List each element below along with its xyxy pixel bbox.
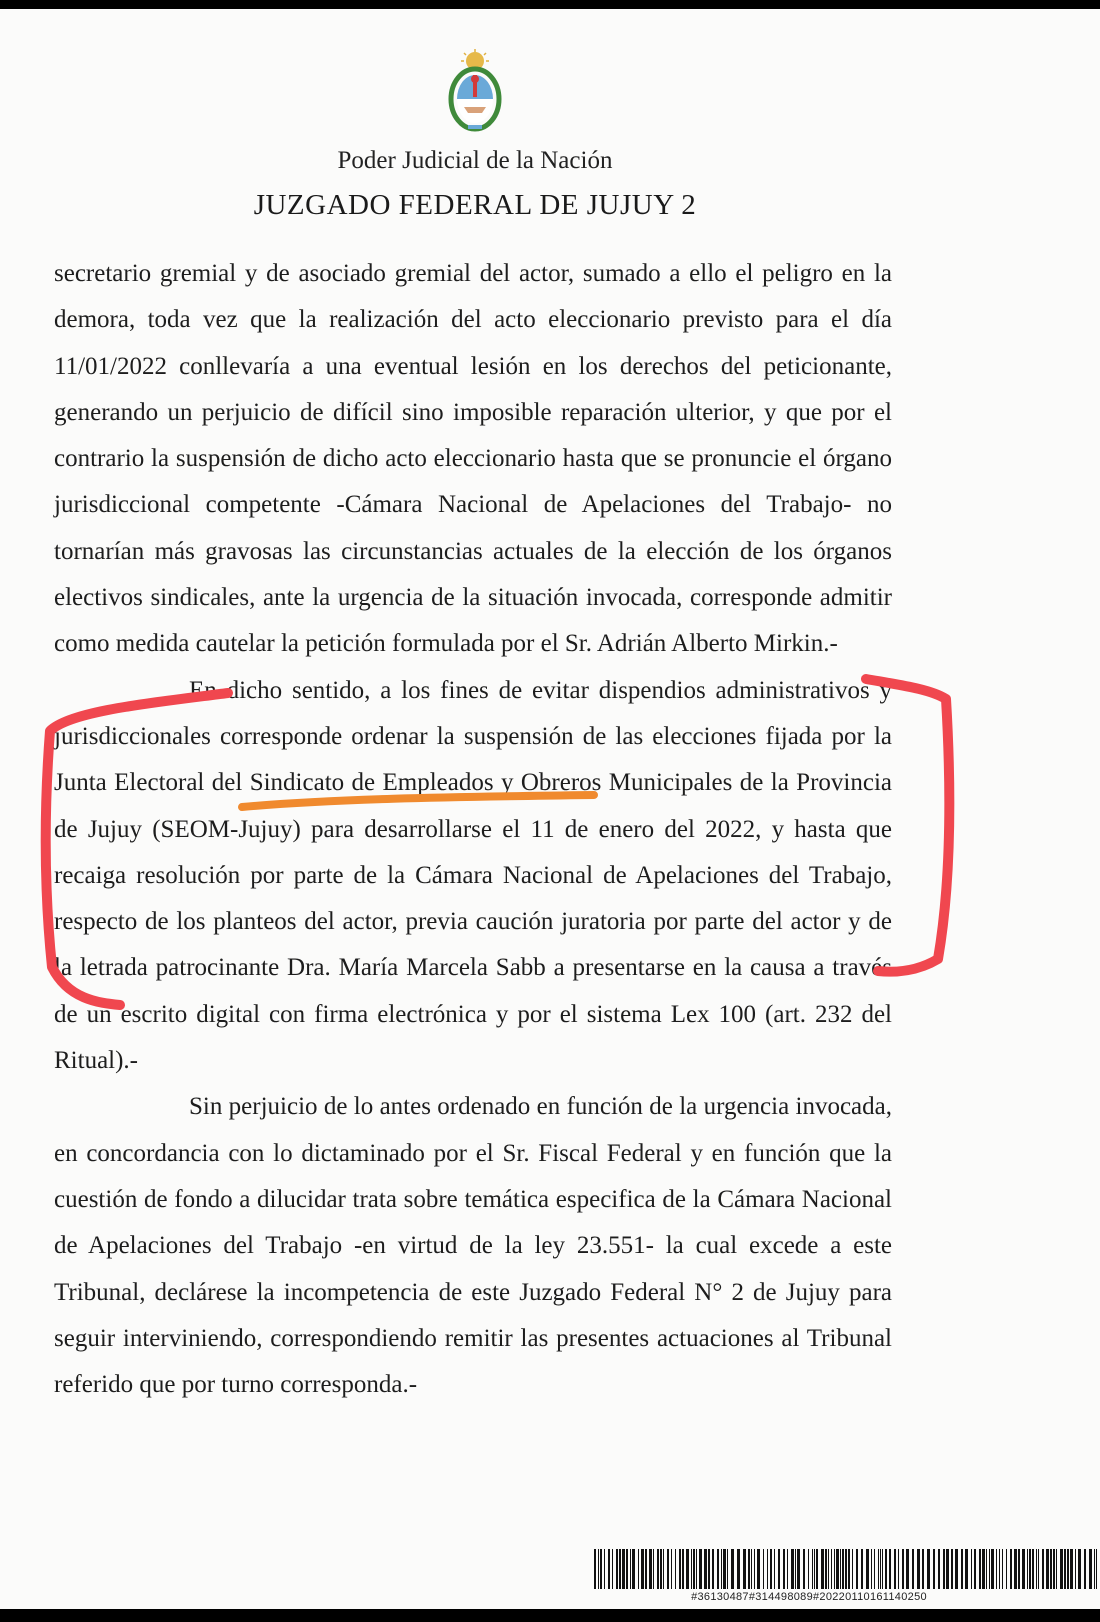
document-page xyxy=(0,9,1100,1609)
body-paragraph: En dicho sentido, a los fines de evitar dispendios administrativos y jurisdiccionales corresponde ordenar la suspensión de las elecciones fijada por la Junta Electoral del Sindicato de Empleados y Obreros Municipales de la Provincia de Jujuy (SEOM-Jujuy) para desarrollarse el 11 de enero del 2022, y hasta que recaiga resolución por parte de la Cámara Nacional de Apelaciones del Trabajo, respecto de los planteos del actor, previa caución juratoria por parte del actor y de la letrada patrocinante Dra. María Marcela Sabb a presentarse en la causa a través de un escrito digital con firma electrónica y por el sistema Lex 100 (art. 232 del Ritual).- xyxy=(54,676,892,1075)
coat-of-arms-icon xyxy=(442,49,508,135)
barcode-number: #36130487#314498089#20220110161140250 xyxy=(691,1591,927,1603)
body-paragraph: Sin perjuicio de lo antes ordenado en función de la urgencia invocada, en concordancia con lo dictaminado por el Sr. Fiscal Federal y en función que la cuestión de fondo a dilucidar trata sobre temática especifica de la Cámara Nacional de Apelaciones del Trabajo -en virtud de la ley 23.551- la cual excede a este Tribunal, declárese la incompetencia de este Juzgado Federal N° 2 de Jujuy para seguir interviniendo, correspondiendo remitir las presentes actuaciones al Tribunal referido que por turno corresponda.- xyxy=(54,1093,892,1399)
document-body xyxy=(54,251,892,1408)
body-paragraph: secretario gremial y de asociado gremial del actor, sumado a ello el peligro en la demora, toda vez que la realización del acto eleccionario previsto para el día 11/01/2022 conllevaría a una eventual lesión en los derechos del peticionante, generando un perjuicio de difícil sino imposible reparación ulterior, y que por el contrario la suspensión de dicho acto eleccionario hasta que se pronuncie el órgano jurisdiccional competente -Cámara Nacional de Apelaciones del Trabajo- no tornarían más gravosas las circunstancias actuales de la elección de los órganos electivos sindicales, ante la urgencia de la situación invocada, corresponde admitir como medida cautelar la petición formulada por el Sr. Adrián Alberto Mirkin.- xyxy=(54,260,892,658)
institution-name: Poder Judicial de la Nación xyxy=(337,147,613,174)
court-name: JUZGADO FEDERAL DE JUJUY 2 xyxy=(253,189,697,221)
barcode xyxy=(594,1549,1100,1589)
